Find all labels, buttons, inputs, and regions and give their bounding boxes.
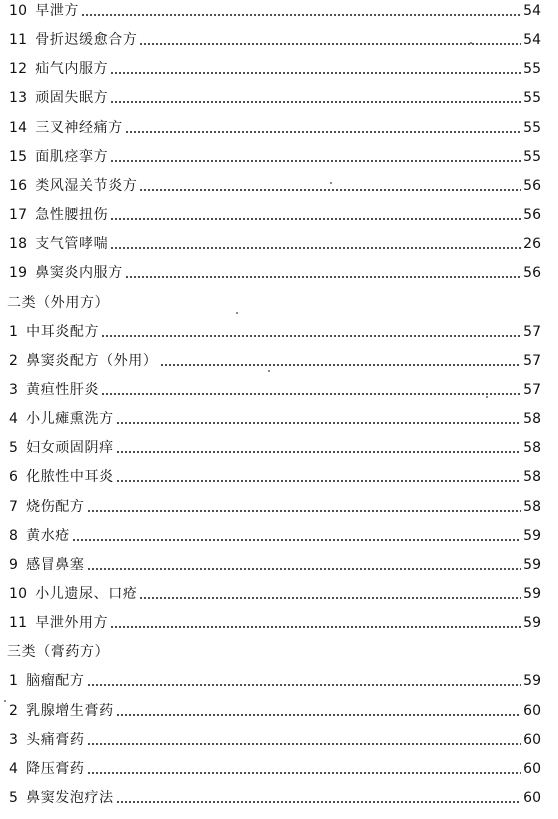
entry-number: 19 [9,265,28,281]
entry-title: 急性腰扭伤 [35,207,109,223]
entry-title: 早泄外用方 [35,615,109,631]
page-number: 56 [523,265,541,281]
page-number: 60 [523,761,541,777]
entry-number: 15 [9,149,28,165]
entry-title: 骨折迟缓愈合方 [35,32,138,48]
entry-number: 16 [9,178,28,194]
dot-leader [87,568,522,570]
dot-leader [87,772,522,774]
dot-leader [116,480,521,482]
entry-number: 8 [9,528,19,544]
entry-number: 11 [9,32,28,48]
scan-speck [4,700,6,702]
page-number: 59 [523,557,541,573]
page-number: 26 [523,236,541,252]
dot-leader [110,626,521,628]
entry-number: 18 [9,236,28,252]
dot-leader [87,743,522,745]
entry-title: 疝气内服方 [35,61,109,77]
entry-number: 17 [9,207,28,223]
dot-leader [139,43,521,45]
dot-leader [125,131,521,133]
page-number: 59 [523,528,541,544]
scan-speck [330,182,332,184]
entry-title: 鼻窦发泡疗法 [26,790,114,806]
entry-title: 支气管哮喘 [35,236,109,252]
page-number: 57 [523,353,541,369]
dot-leader [110,218,521,220]
toc-entry[interactable] [9,175,541,197]
entry-number: 4 [9,761,19,777]
dot-leader [125,276,521,278]
toc-entry[interactable] [9,700,541,722]
page-number: 56 [523,178,541,194]
entry-number: 9 [9,557,19,573]
page-number: 55 [523,120,541,136]
entry-number: 1 [9,673,19,689]
entry-title: 类风湿关节炎方 [35,178,138,194]
entry-number: 3 [9,382,19,398]
entry-title: 顽固失眠方 [35,90,109,106]
entry-number: 3 [9,732,19,748]
dot-leader [116,451,521,453]
entry-number: 7 [9,499,19,515]
page-number: 55 [523,90,541,106]
page-number: 60 [523,703,541,719]
toc-entry[interactable] [9,554,541,576]
page-number: 55 [523,61,541,77]
page-number: 60 [523,732,541,748]
scan-speck [470,42,472,44]
entry-title: 烧伤配方 [26,499,85,515]
toc-entry[interactable] [9,117,541,139]
page-number: 56 [523,207,541,223]
toc-entry[interactable] [9,87,541,109]
entry-number: 10 [9,3,28,19]
dot-leader [101,335,521,337]
entry-title: 脑瘤配方 [26,673,85,689]
entry-number: 4 [9,411,19,427]
entry-title: 黄水疮 [26,528,70,544]
entry-number: 5 [9,440,19,456]
entry-title: 化脓性中耳炎 [26,469,114,485]
entry-title: 面肌痉挛方 [35,149,109,165]
dot-leader [101,393,521,395]
toc-entry[interactable] [9,0,541,22]
toc-entry[interactable] [9,787,541,809]
entry-number: 2 [9,703,19,719]
page-number: 54 [523,32,541,48]
dot-leader [116,422,521,424]
page-number: 59 [523,586,541,602]
toc-entry[interactable] [9,379,541,401]
toc-entry[interactable] [9,466,541,488]
entry-number: 11 [9,615,28,631]
scan-speck [236,312,238,314]
toc-entry[interactable] [9,146,541,168]
dot-leader [87,510,522,512]
section-heading: 三类（膏药方） [7,644,110,660]
toc-entry[interactable] [9,496,541,518]
entry-number: 10 [9,586,28,602]
page-number: 58 [523,411,541,427]
toc-entry[interactable] [9,437,541,459]
page-number: 59 [523,615,541,631]
toc-entry[interactable] [9,350,541,372]
dot-leader [116,801,521,803]
dot-leader [87,684,522,686]
entry-title: 乳腺增生膏药 [26,703,114,719]
page-number: 58 [523,499,541,515]
entry-title: 妇女顽固阴痒 [26,440,114,456]
toc-entry[interactable] [9,262,541,284]
page-number: 55 [523,149,541,165]
toc-entry[interactable] [9,729,541,751]
entry-title: 感冒鼻塞 [26,557,85,573]
entry-title: 小儿瘫熏洗方 [26,411,114,427]
dot-leader [110,101,521,103]
entry-title: 鼻窦炎内服方 [35,265,123,281]
page-number: 58 [523,469,541,485]
toc-entry[interactable] [9,612,541,634]
entry-title: 鼻窦炎配方（外用） [26,353,158,369]
page-number: 54 [523,3,541,19]
entry-number: 5 [9,790,19,806]
dot-leader [160,364,522,366]
toc-entry[interactable] [9,583,541,605]
toc-entry[interactable] [9,321,541,343]
page-number: 59 [523,673,541,689]
toc-entry[interactable] [9,525,541,547]
dot-leader [139,189,521,191]
toc-entry[interactable] [9,758,541,780]
entry-title: 小儿遗尿、口疮 [35,586,138,602]
toc-entry[interactable] [9,233,541,255]
page-number: 58 [523,440,541,456]
toc-entry[interactable] [9,670,541,692]
toc-entry[interactable] [9,58,541,80]
dot-leader [81,14,521,16]
dot-leader [110,247,521,249]
entry-title: 降压膏药 [26,761,85,777]
toc-entry[interactable] [9,408,541,430]
page-number: 60 [523,790,541,806]
entry-title: 头痛膏药 [26,732,85,748]
entry-number: 12 [9,61,28,77]
section-heading: 二类（外用方） [7,295,110,311]
dot-leader [139,597,521,599]
entry-title: 三叉神经痛方 [35,120,123,136]
page-number: 57 [523,324,541,340]
entry-title: 中耳炎配方 [26,324,100,340]
entry-title: 早泄方 [35,3,80,19]
scan-speck [268,370,270,372]
entry-number: 13 [9,90,28,106]
dot-leader [116,714,521,716]
scan-speck [486,396,488,398]
entry-title: 黄疸性肝炎 [26,382,100,398]
toc-entry[interactable] [9,204,541,226]
entry-number: 1 [9,324,19,340]
dot-leader [72,539,521,541]
entry-number: 2 [9,353,19,369]
toc-entry[interactable] [9,29,541,51]
entry-number: 6 [9,469,19,485]
page-number: 57 [523,382,541,398]
dot-leader [110,72,521,74]
entry-number: 14 [9,120,28,136]
dot-leader [110,160,521,162]
